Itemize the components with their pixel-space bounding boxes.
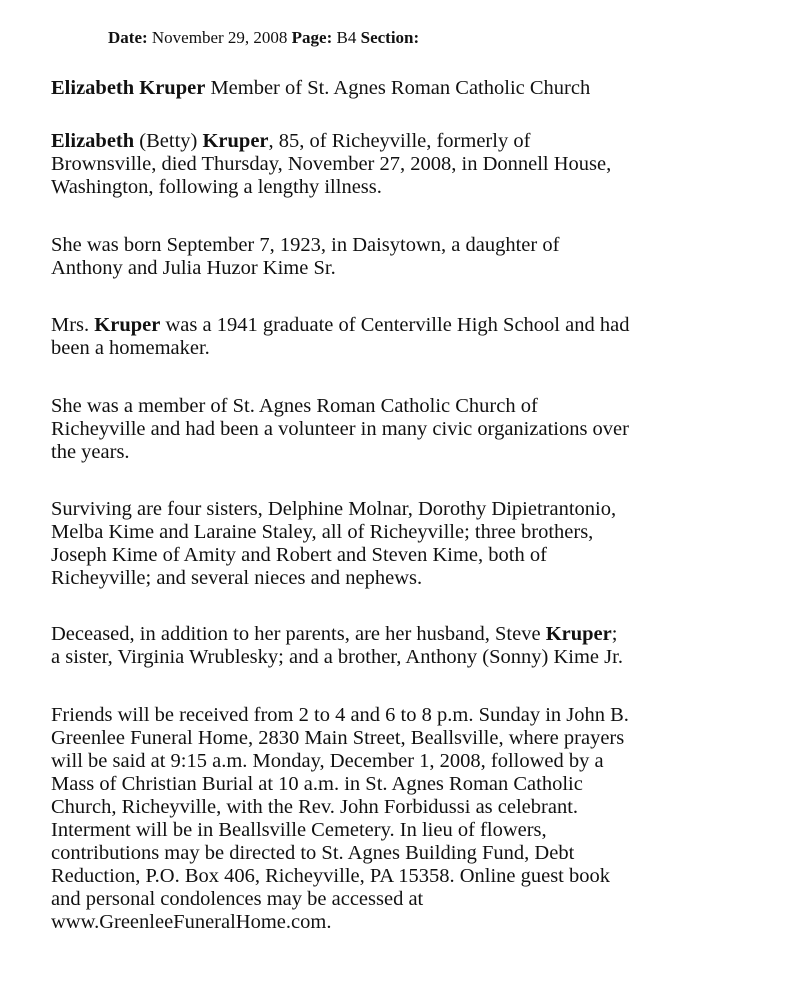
text-line: Washington, following a lengthy illness. — [51, 176, 382, 198]
text-line: Greenlee Funeral Home, 2830 Main Street, Beallsville, where prayers — [51, 727, 625, 749]
obituary-headline — [51, 76, 590, 100]
text-line: She was born September 7, 1923, in Daisytown, a daughter of — [51, 234, 560, 256]
dateline — [108, 28, 419, 48]
text-line: Interment will be in Beallsville Cemetery. In lieu of flowers, — [51, 819, 547, 841]
first-name: Elizabeth — [51, 130, 135, 152]
text-fragment: ; — [611, 623, 618, 645]
text-line: the years. — [51, 441, 130, 463]
text-fragment: , 85, of Richeyville, formerly of — [268, 130, 531, 152]
text-fragment: was a 1941 graduate of Centerville High School and had — [160, 314, 630, 336]
text-line: Anthony and Julia Huzor Kime Sr. — [51, 257, 336, 279]
text-fragment: Mrs. — [51, 314, 95, 336]
text-line: Brownsville, died Thursday, November 27, 2008, in Donnell House, — [51, 153, 612, 175]
paragraph-education — [51, 314, 771, 360]
section-label: Section: — [360, 28, 420, 47]
paragraph-intro — [51, 130, 771, 199]
surname: Kruper — [202, 130, 269, 152]
text-line: She was a member of St. Agnes Roman Catholic Church of — [51, 395, 538, 417]
text-line — [51, 314, 771, 337]
text-line — [51, 130, 771, 153]
headline-name: Elizabeth Kruper — [51, 77, 206, 99]
text-line: Mass of Christian Burial at 10 a.m. in St. Agnes Roman Catholic — [51, 773, 583, 795]
website-link: www.GreenleeFuneralHome.com. — [51, 911, 332, 933]
surname: Kruper — [545, 623, 612, 645]
text-line: Reduction, P.O. Box 406, Richeyville, PA 15358. Online guest book — [51, 865, 611, 887]
text-line: Friends will be received from 2 to 4 and 6 to 8 p.m. Sunday in John B. — [51, 704, 629, 726]
page-label: Page: — [291, 28, 333, 47]
paragraph-birth — [51, 234, 771, 280]
paragraph-deceased — [51, 623, 771, 669]
text-line: Surviving are four sisters, Delphine Molnar, Dorothy Dipietrantonio, — [51, 498, 617, 520]
paragraph-church — [51, 395, 771, 464]
text-line: Richeyville; and several nieces and nephews. — [51, 567, 423, 589]
date-label: Date: — [108, 28, 148, 47]
paragraph-survivors — [51, 498, 771, 590]
text-line: contributions may be directed to St. Agnes Building Fund, Debt — [51, 842, 575, 864]
nickname: (Betty) — [134, 130, 203, 152]
text-line: Melba Kime and Laraine Staley, all of Richeyville; three brothers, — [51, 521, 594, 543]
text-line: Joseph Kime of Amity and Robert and Steven Kime, both of — [51, 544, 547, 566]
headline-text: Member of St. Agnes Roman Catholic Church — [205, 77, 591, 99]
text-line: been a homemaker. — [51, 337, 210, 359]
text-line — [51, 623, 771, 646]
text-line: and personal condolences may be accessed at — [51, 888, 424, 910]
text-line: a sister, Virginia Wrublesky; and a brother, Anthony (Sonny) Kime Jr. — [51, 646, 623, 668]
text-line: Richeyville and had been a volunteer in many civic organizations over — [51, 418, 629, 440]
page-value: B4 — [332, 28, 361, 47]
text-line: will be said at 9:15 a.m. Monday, December 1, 2008, followed by a — [51, 750, 604, 772]
date-value: November 29, 2008 — [147, 28, 292, 47]
surname: Kruper — [94, 314, 161, 336]
text-line: Church, Richeyville, with the Rev. John Forbidussi as celebrant. — [51, 796, 579, 818]
text-fragment: Deceased, in addition to her parents, are her husband, Steve — [51, 623, 546, 645]
paragraph-services — [51, 704, 771, 934]
